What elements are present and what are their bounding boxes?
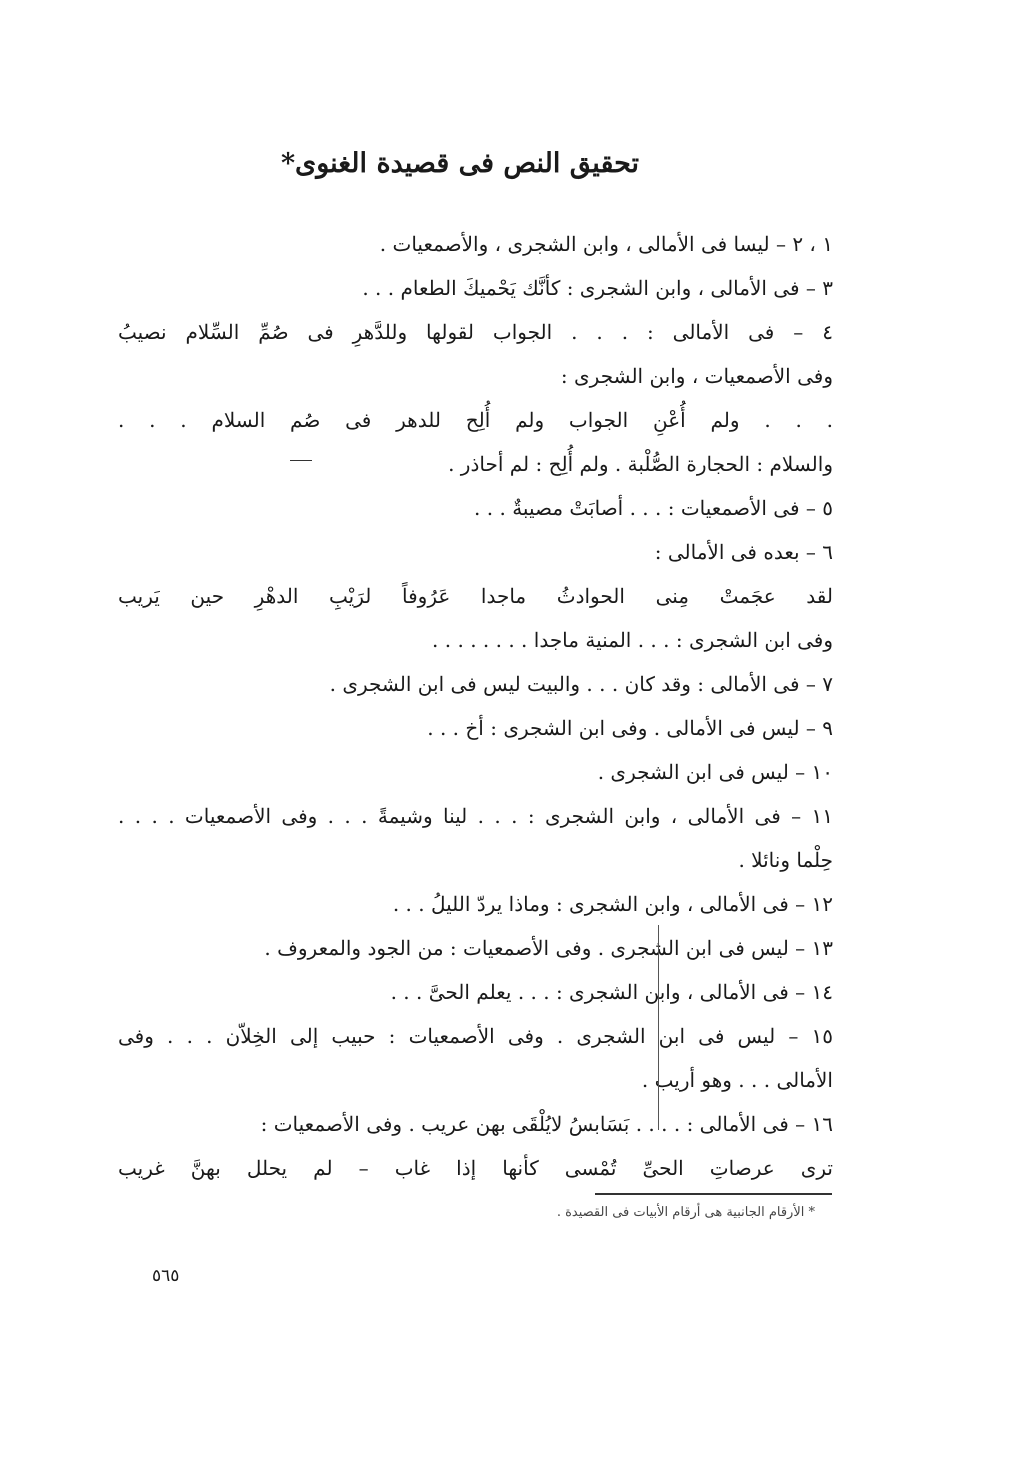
note-line: ٩ – ليس فى الأمالى . وفى ابن الشجرى : أخ . . . [427,716,833,740]
page-number: ٥٦٥ [152,1266,180,1286]
underline-mark [290,460,312,461]
note-line: ١٣ – ليس فى ابن الشجرى . وفى الأصمعيات : من الجود والمعروف . [264,936,833,960]
footnote: * الأرقام الجانبية هى أرقام الأبيات فى القصيدة . [556,1205,815,1220]
verse-line: لقد عجَمتْ مِنى الحوادثُ ماجدا عَرُوفاً لرَيْبِ الدهْرِ حين يَريب [118,584,833,608]
note-line: ١ ، ٢ – ليسا فى الأمالى ، وابن الشجرى ، والأصمعيات . [379,232,833,256]
note-line: ٧ – فى الأمالى : وقد كان . . . والبيت ليس فى ابن الشجرى . [329,672,833,696]
margin-bracket-line [658,925,659,1130]
note-line: والسلام : الحجارة الصُّلْبة . ولم أُلِح : لم أحاذر . [448,452,833,476]
note-line: ٥ – فى الأصمعيات : . . . أصابَتْ مصيبةٌ . . . [474,496,833,520]
note-line: ٣ – فى الأمالى ، وابن الشجرى : كأنَّك يَحْميكَ الطعام . . . [362,276,833,300]
note-line: ١١ – فى الأمالى ، وابن الشجرى : . . . لينا وشيمةً . . . وفى الأصمعيات . . . . [118,804,833,828]
note-line: ١٦ – فى الأمالى : . . . . بَسَابسُ لايُلْقَى بهن عريب . وفى الأصمعيات : [260,1112,833,1136]
note-line: ٤ – فى الأمالى : . . . الجواب لقولها وللدَّهرِ فى صُمِّ السِّلام نصيبُ [118,320,833,344]
verse-line: ترى عرصاتِ الحىِّ تُمْسى كأنها إذا غاب – لم يحلل بهنَّ غريب [118,1156,833,1180]
verse-line: . . . ولم أُعْنِ الجواب ولم أُلِح للدهر فى صُم السلام . . . [118,408,833,432]
note-line: وفى الأصمعيات ، وابن الشجرى : [560,364,833,388]
note-line: ١٥ – ليس فى ابن الشجرى . وفى الأصمعيات : حبيب إلى الخِلاّن . . . وفى [118,1024,833,1048]
note-line: ١٠ – ليس فى ابن الشجرى . [597,760,833,784]
note-line: ١٤ – فى الأمالى ، وابن الشجرى : . . . يعلم الحىَّ . . . [390,980,833,1004]
footnote-rule [595,1193,832,1195]
note-line: وفى ابن الشجرى : . . . المنية ماجدا . . . . . . . . [432,628,833,652]
note-line: ٦ – بعده فى الأمالى : [654,540,833,564]
note-line: حِلْما ونائلا . [738,848,833,872]
page-title: تحقيق النص فى قصيدة الغنوى* [280,148,640,179]
notes-body [118,222,833,1190]
note-line: ١٢ – فى الأمالى ، وابن الشجرى : وماذا يردّ الليلُ . . . [392,892,833,916]
note-line: الأمالى . . . وهو أريب . [641,1068,833,1092]
